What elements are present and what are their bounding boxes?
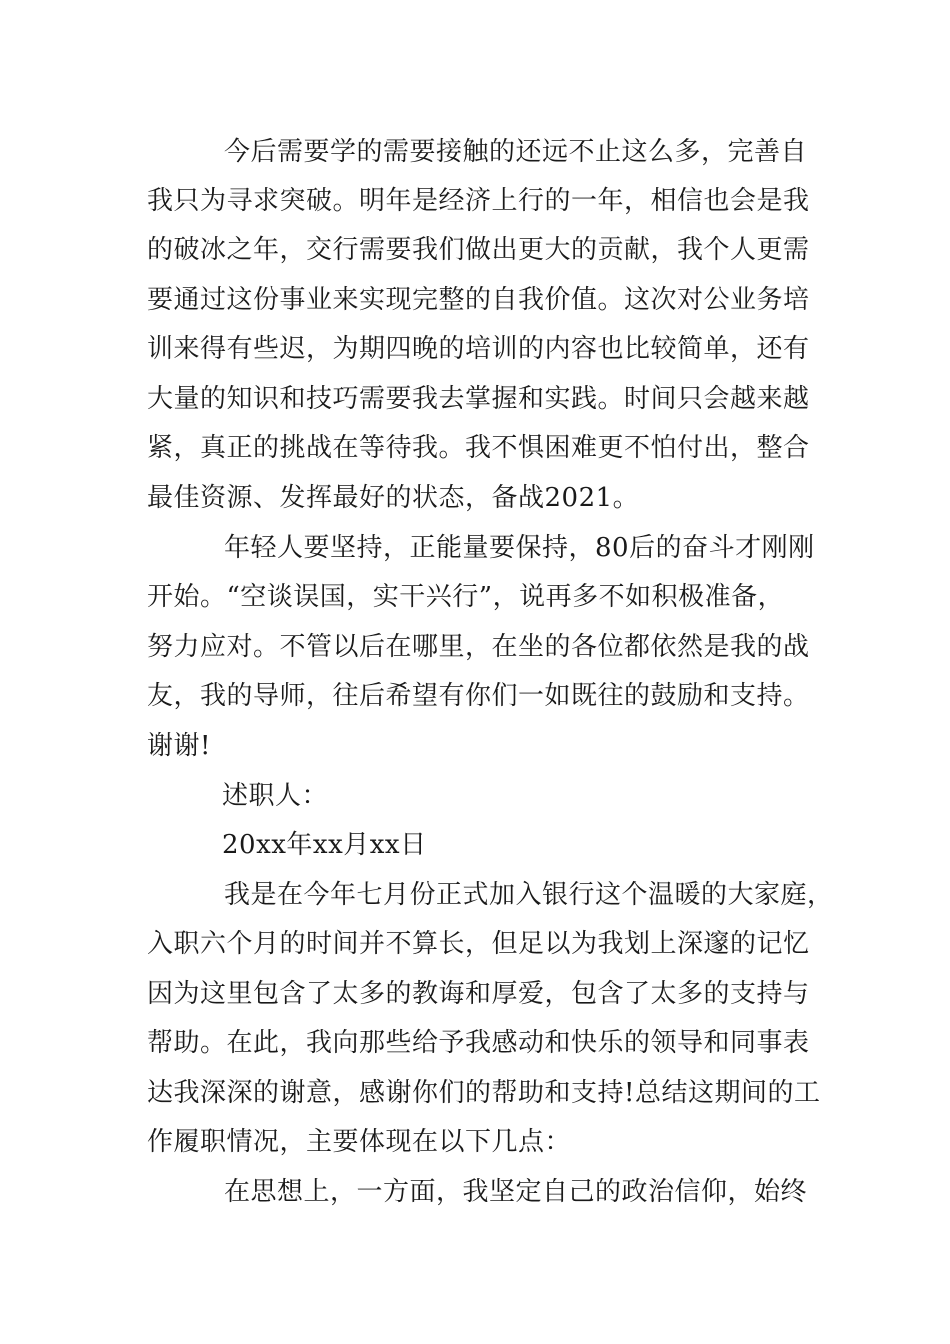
signature-date: 20xx年xx月xx日	[222, 830, 427, 860]
paragraph-1-line-5: 训来得有些迟，为期四晚的培训的内容也比较简单，还有	[147, 334, 810, 364]
paragraph-2-line-1: 年轻人要坚持，正能量要保持，80后的奋斗才刚刚	[224, 533, 815, 563]
paragraph-1-line-1: 今后需要学的需要接触的还远不止这么多，完善自	[224, 137, 808, 167]
signature-label: 述职人：	[222, 781, 329, 811]
paragraph-2-line-2: 开始。“空谈误国，实干兴行”，说再多不如积极准备，	[147, 582, 785, 612]
paragraph-2-line-5: 谢谢!	[147, 731, 211, 761]
paragraph-1-line-6: 大量的知识和技巧需要我去掌握和实践。时间只会越来越	[147, 384, 810, 414]
paragraph-3-line-1: 我是在今年七月份正式加入银行这个温暖的大家庭，	[224, 880, 834, 910]
paragraph-3-line-2: 入职六个月的时间并不算长，但足以为我划上深邃的记忆	[147, 929, 810, 959]
paragraph-1-line-8: 最佳资源、发挥最好的状态，备战2021。	[147, 483, 640, 513]
paragraph-3-line-4: 帮助。在此，我向那些给予我感动和快乐的领导和同事表	[147, 1028, 810, 1058]
paragraph-3-line-3: 因为这里包含了太多的教诲和厚爱，包含了太多的支持与	[147, 979, 810, 1009]
paragraph-3-line-5: 达我深深的谢意，感谢你们的帮助和支持!总结这期间的工	[147, 1078, 821, 1108]
paragraph-1-line-7: 紧，真正的挑战在等待我。我不惧困难更不怕付出，整合	[147, 433, 810, 463]
paragraph-2-line-4: 友，我的导师，往后希望有你们一如既往的鼓励和支持。	[147, 681, 810, 711]
paragraph-2-line-3: 努力应对。不管以后在哪里，在坐的各位都依然是我的战	[147, 632, 810, 662]
paragraph-3-line-6: 作履职情况，主要体现在以下几点：	[147, 1127, 572, 1157]
paragraph-1-line-4: 要通过这份事业来实现完整的自我价值。这次对公业务培	[147, 285, 810, 315]
paragraph-4-line-1: 在思想上，一方面，我坚定自己的政治信仰，始终	[224, 1177, 808, 1207]
paragraph-1-line-2: 我只为寻求突破。明年是经济上行的一年，相信也会是我	[147, 186, 810, 216]
paragraph-1-line-3: 的破冰之年，交行需要我们做出更大的贡献，我个人更需	[147, 235, 810, 265]
